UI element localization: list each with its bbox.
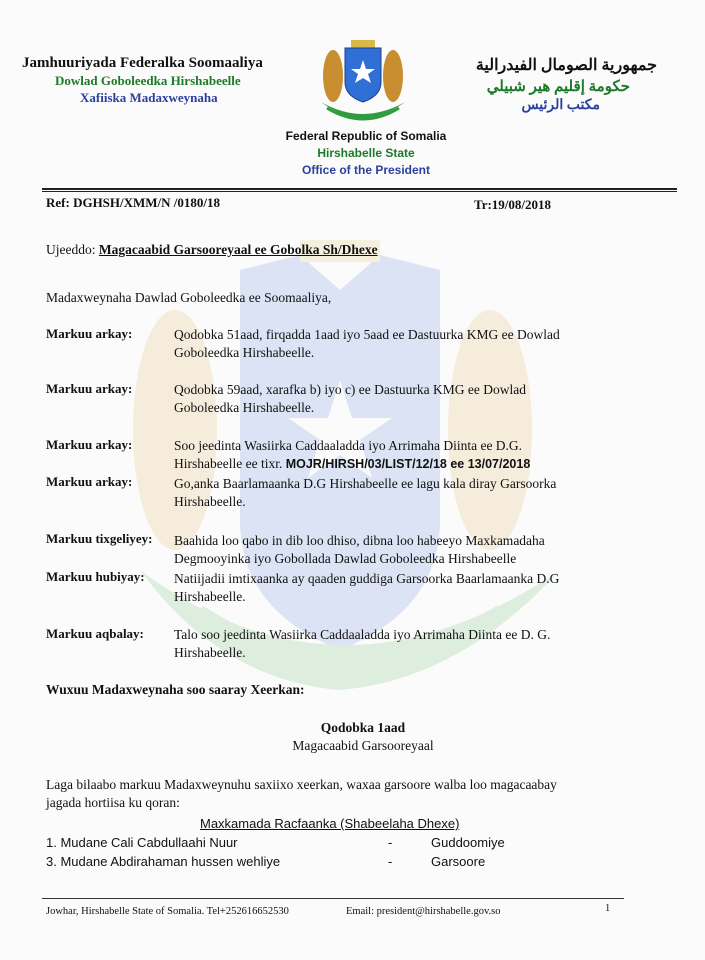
- clause-text: Natiijadii imtixaanka ay qaaden guddiga Garsoorka Baarlamaanka D.G: [174, 571, 560, 586]
- footer-email: Email: president@hirshabelle.gov.so: [346, 906, 501, 917]
- subject-line: [46, 242, 378, 258]
- paragraph-line2: jagada hortiisa ku qoran:: [46, 795, 180, 810]
- header-arabic-line1: جمهورية الصومال الفيدرالية: [475, 57, 657, 74]
- clause-text: [174, 456, 530, 472]
- reference-number: Ref: DGHSH/XMM/N /0180/18: [46, 195, 221, 210]
- clause-text: Qodobka 51aad, firqadda 1aad iyo 5aad ee Dastuurka KMG ee Dowlad: [174, 327, 560, 342]
- clause-text: Goboleedka Hirshabeelle.: [174, 400, 315, 415]
- clause-label: Markuu tixgeliyey:: [46, 531, 153, 546]
- document-date: Tr:19/08/2018: [474, 197, 552, 212]
- member-name: 3. Mudane Abdirahaman hussen wehliye: [46, 854, 281, 869]
- header-english-line2: Hirshabelle State: [317, 146, 415, 160]
- clause-label: Markuu hubiyay:: [46, 569, 145, 584]
- clause-label: Markuu arkay:: [46, 474, 133, 489]
- salutation: Madaxweynaha Dawlad Goboleedka ee Soomaaliya,: [46, 290, 332, 305]
- header-arabic-line2: حكومة إقليم هير شبيلي: [486, 79, 630, 95]
- decree-intro: Wuxuu Madaxweynaha soo saaray Xeerkan:: [46, 682, 305, 697]
- clause-text: Baahida loo qabo in dib loo dhiso, dibna loo habeeyo Maxkamadaha: [174, 533, 545, 548]
- article-subtitle: Magacaabid Garsooreyaal: [292, 738, 434, 753]
- header-somali-line2: Dowlad Goboleedka Hirshabeelle: [55, 73, 241, 88]
- member-dash: -: [388, 854, 393, 869]
- clause-text: Go,anka Baarlamaanka D.G Hirshabeelle ee lagu kala diray Garsoorka: [174, 476, 557, 491]
- page-number: 1: [605, 903, 611, 914]
- clause-text-part: Hirshabeelle ee tixr.: [174, 456, 286, 471]
- clause-text: Hirshabeelle.: [174, 494, 246, 509]
- footer-address: Jowhar, Hirshabelle State of Somalia. Tel+252616652530: [46, 906, 289, 917]
- header-rule: [42, 188, 677, 190]
- clause-label: Markuu arkay:: [46, 437, 133, 452]
- clause-text: Goboleedka Hirshabeelle.: [174, 345, 315, 360]
- clause-label: Markuu arkay:: [46, 326, 133, 341]
- clause-label: Markuu arkay:: [46, 381, 133, 396]
- header-somali-line1: Jamhuuriyada Federalka Soomaaliya: [22, 55, 263, 71]
- header-rule-thin: [42, 191, 677, 192]
- clause-text: Hirshabeelle.: [174, 645, 246, 660]
- subject-label: Ujeeddo:: [46, 242, 96, 257]
- clause-text: Soo jeedinta Wasiirka Caddaaladda iyo Arrimaha Diinta ee D.G.: [174, 438, 523, 453]
- clause-label: Markuu aqbalay:: [46, 626, 144, 641]
- article-title: Qodobka 1aad: [320, 720, 406, 735]
- subject-text: Magacaabid Garsooreyaal ee Gobolka Sh/Dhexe: [98, 242, 378, 257]
- paragraph-line1: Laga bilaabo markuu Madaxweynuhu saxiixo xeerkan, waxaa garsoore walba loo magacaabay: [46, 777, 557, 792]
- member-name: 1. Mudane Cali Cabdullaahi Nuur: [46, 835, 238, 850]
- header-arabic-line3: مكتب الرئيس: [521, 98, 600, 113]
- header-english-line1: Federal Republic of Somalia: [285, 129, 447, 143]
- clause-text: Degmooyinka iyo Gobollada Dawlad Goboleedka Hirshabeelle: [174, 551, 517, 566]
- member-dash: -: [388, 835, 393, 850]
- member-role: Guddoomiye: [431, 835, 505, 850]
- member-role: Garsoore: [431, 854, 486, 869]
- header-english-line3: Office of the President: [301, 163, 431, 177]
- coat-of-arms-icon: [313, 38, 413, 122]
- footer-rule: [42, 898, 624, 899]
- header-somali-line3: Xafiiska Madaxweynaha: [80, 90, 218, 105]
- clause-text: Hirshabeelle.: [174, 589, 246, 604]
- clause-text: Talo soo jeedinta Wasiirka Caddaaladda iyo Arrimaha Diinta ee D. G.: [174, 627, 551, 642]
- clause-text: Qodobka 59aad, xarafka b) iyo c) ee Dastuurka KMG ee Dowlad: [174, 382, 526, 397]
- court-title: Maxkamada Racfaanka (Shabeelaha Dhexe): [200, 816, 460, 831]
- reference-code: MOJR/HIRSH/03/LIST/12/18 ee 13/07/2018: [285, 457, 531, 471]
